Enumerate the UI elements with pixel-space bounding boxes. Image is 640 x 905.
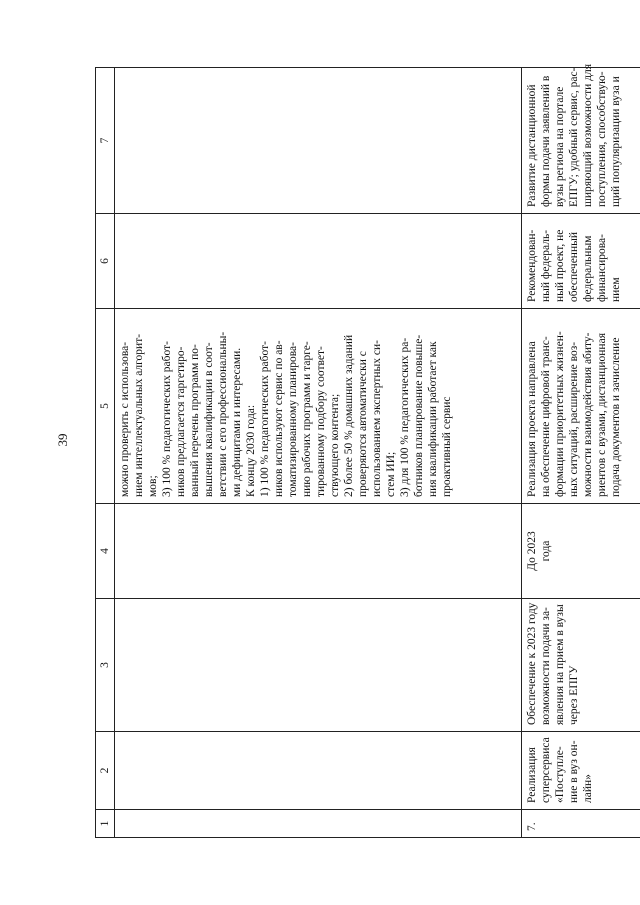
text-line: мов; — [147, 475, 160, 497]
text-line: тированному подбору соответ- — [315, 346, 328, 497]
text-line: Реализация — [526, 747, 539, 803]
text-line: ников используют сервис по ав- — [273, 340, 286, 497]
text-line: ников предлагается таргетиро- — [175, 346, 188, 497]
text-line: на обеспечение цифровой транс- — [540, 336, 553, 497]
empty-cell — [115, 504, 522, 599]
text-line: нию рабочих программ и тарге- — [301, 341, 314, 497]
text-line: До 2023 — [526, 531, 539, 571]
text-line: Развитие дистанционной — [526, 84, 539, 207]
column-number: 1 — [96, 810, 115, 838]
text-line: томатизированному планирова- — [287, 342, 300, 497]
text-line: нием — [610, 277, 623, 302]
page-number: 39 — [55, 433, 70, 447]
text-line: ствующего контента; — [329, 393, 342, 497]
deadline-cell — [522, 504, 640, 599]
text-line: использованием экспертных си- — [371, 340, 384, 497]
text-line: ветствии с его профессиональны- — [217, 331, 230, 497]
text-line: поступления, способствую- — [596, 71, 609, 207]
text-line: вышения квалификации в соот- — [203, 342, 216, 497]
text-line: щий популяризации вуза и — [610, 76, 623, 207]
column-number: 6 — [96, 214, 115, 309]
text-line: К концу 2030 года: — [245, 404, 258, 497]
column-number: 5 — [96, 309, 115, 504]
text-line: 3) 100 % педагогических работ- — [161, 341, 174, 497]
effect-cell — [522, 63, 640, 214]
column-number: 3 — [96, 599, 115, 732]
rotated-page-content — [95, 63, 623, 838]
text-line: вузы региона на портале — [554, 86, 567, 207]
text-line: ширяющий возможности для — [582, 63, 595, 207]
project-name-cell — [522, 732, 640, 810]
text-line: проактивный сервис — [441, 396, 454, 497]
empty-cell — [115, 810, 522, 838]
text-line: ный проект, не — [554, 229, 567, 302]
text-line: лайн» — [582, 774, 595, 803]
row-number-cell: 7. — [522, 810, 640, 838]
goal-cell — [522, 599, 640, 732]
column-number-row — [96, 68, 115, 838]
column-number: 7 — [96, 68, 115, 214]
text-line: через ЕПГУ — [568, 665, 581, 725]
text-line: ный федераль- — [540, 229, 553, 302]
continuation-row — [115, 68, 522, 838]
text-line: суперсервиса — [540, 737, 553, 803]
text-line: Обеспечение к 2023 году — [526, 602, 539, 725]
text-line: ЕПГУ; удобный сервис, рас- — [568, 67, 581, 207]
text-line: можно проверить с использова- — [119, 341, 132, 497]
plan-table — [95, 63, 640, 838]
table-row — [522, 68, 640, 838]
text-line: 1) 100 % педагогических работ- — [259, 341, 272, 497]
empty-cell — [115, 68, 522, 214]
text-line: Реализация проекта направлена — [526, 341, 539, 497]
text-line: явления на прием в вузы — [554, 604, 567, 725]
empty-cell — [115, 599, 522, 732]
text-line: ванный перечень программ по- — [189, 344, 202, 497]
column-number: 2 — [96, 732, 115, 810]
text-line: ных ситуаций, расширение воз- — [568, 341, 581, 497]
text-line: формации приоритетных жизнен- — [554, 331, 567, 497]
text-line: года — [540, 540, 553, 562]
text-line: ния квалификации работает как — [427, 341, 440, 497]
empty-cell — [115, 214, 522, 309]
column-number: 4 — [96, 504, 115, 599]
text-line: риентов с вузами, дистанционная — [596, 333, 609, 497]
text-line: 3) для 100 % педагогических ра- — [399, 337, 412, 497]
text-line: ботников планирование повыше- — [413, 334, 426, 497]
text-line: 2) более 50 % домашних заданий — [343, 334, 356, 497]
text-line: проверяются автоматически с — [357, 351, 370, 497]
description-cell — [522, 309, 640, 504]
expected-results-cell — [115, 309, 522, 504]
text-line: подача документов и зачисление — [610, 337, 623, 497]
empty-cell — [115, 732, 522, 810]
text-line: ние в вуз он- — [568, 740, 581, 803]
text-line: возможности подачи за- — [540, 607, 553, 725]
text-line: формы подачи заявлений в — [540, 75, 553, 207]
text-line: обеспеченный — [568, 232, 581, 302]
funding-cell — [522, 214, 640, 309]
text-line: стем ИИ; — [385, 451, 398, 497]
text-line: финансирова- — [596, 234, 609, 302]
text-line: можности взаимодействия абиту- — [582, 332, 595, 497]
text-line: нием интеллектуальных алгорит- — [133, 333, 146, 497]
text-line: федеральным — [582, 235, 595, 302]
text-line: ми дефицитами и интересами. — [231, 347, 244, 497]
text-line: Рекомендован- — [526, 229, 539, 302]
text-line: «Поступле- — [554, 746, 567, 803]
